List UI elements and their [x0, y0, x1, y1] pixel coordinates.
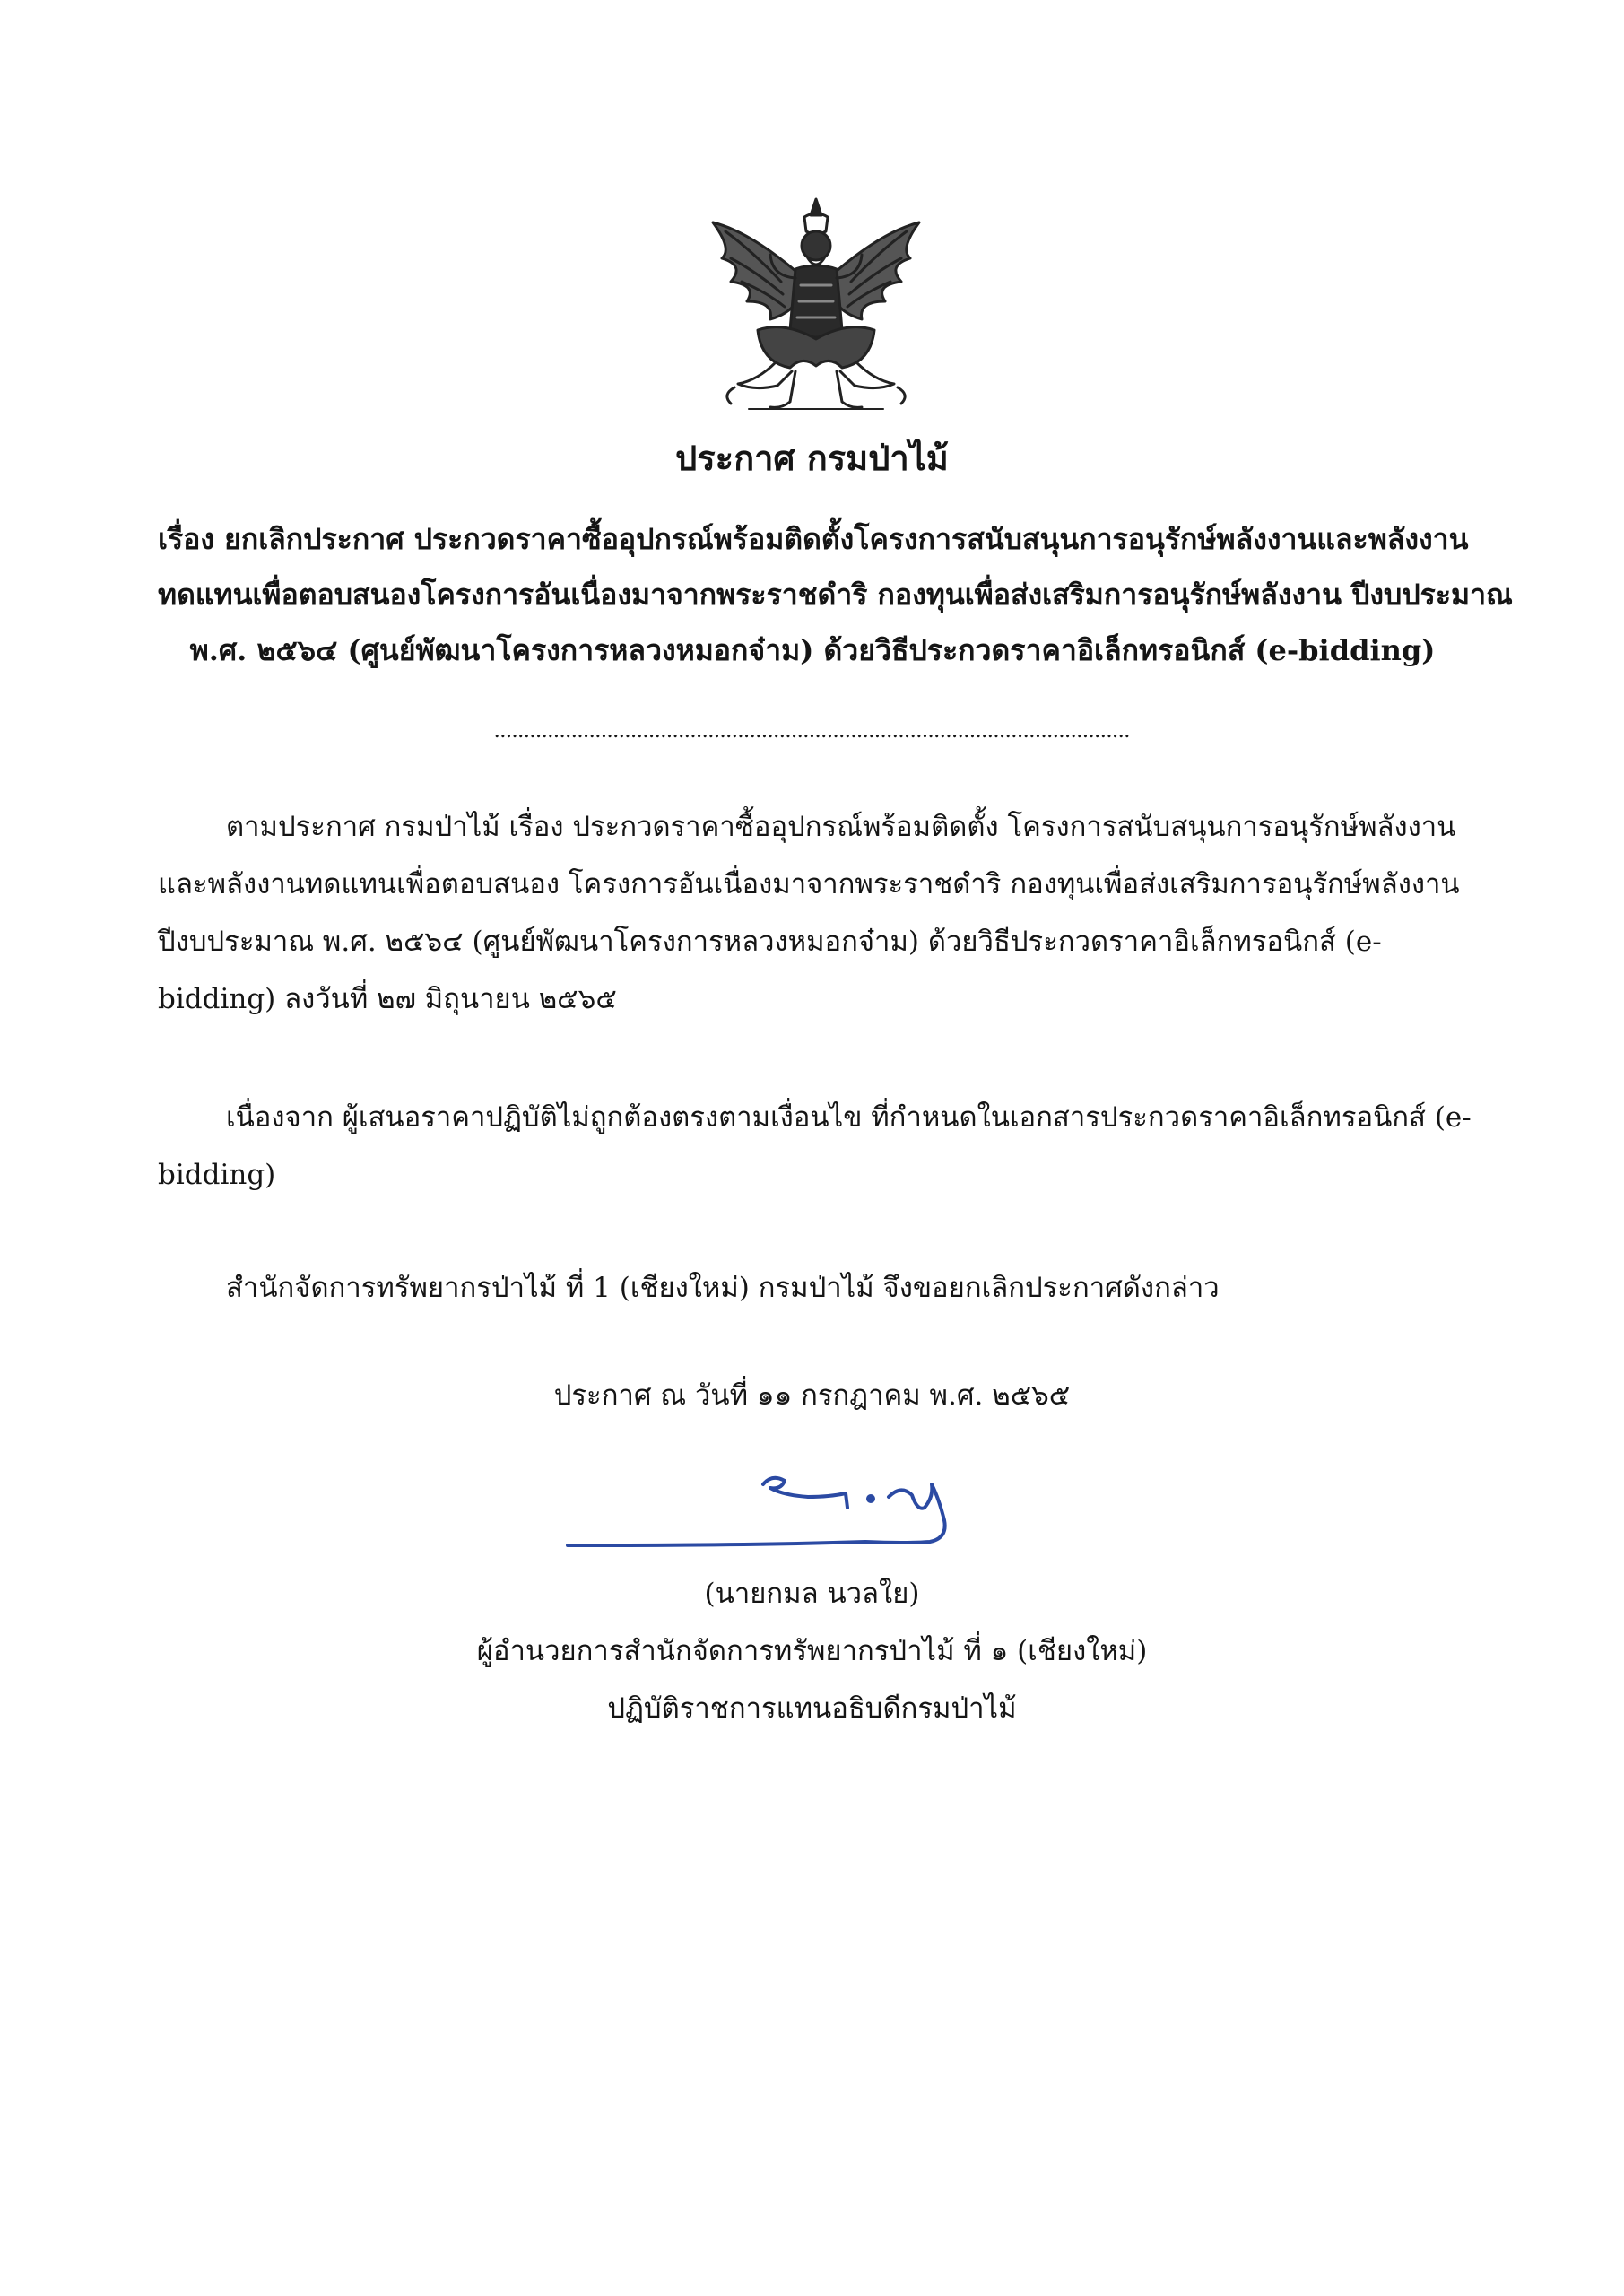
signature-block [0, 1565, 1624, 1737]
dotted-separator: ........................................................................................................... [493, 718, 1130, 743]
subject-line: พ.ศ. ๒๕๖๔ (ศูนย์พัฒนาโครงการหลวงหมอกจ๋าม) ด้วยวิธีประกวดราคาอิเล็กทรอนิกส์ (e-bidding) [189, 633, 1436, 667]
paragraph-line: สำนักจัดการทรัพยากรป่าไม้ ที่ 1 (เชียงใหม่) กรมป่าไม้ จึงขอยกเลิกประกาศดังกล่าว [226, 1272, 1220, 1304]
handwritten-signature [560, 1457, 982, 1556]
paragraph-line: ตามประกาศ กรมป่าไม้ เรื่อง ประกวดราคาซื้ออุปกรณ์พร้อมติดตั้ง โครงการสนับสนุนการอนุรักษ์พลังงาน [226, 811, 1456, 843]
signer-position: ผู้อำนวยการสำนักจัดการทรัพยากรป่าไม้ ที่ ๑ (เชียงใหม่) [476, 1635, 1148, 1667]
document-title: ประกาศ กรมป่าไม้ [675, 438, 949, 478]
subject-line: เรื่อง ยกเลิกประกาศ ประกวดราคาซื้ออุปกรณ์พร้อมติดตั้งโครงการสนับสนุนการอนุรักษ์พลังงานและพลังงาน [158, 522, 1469, 556]
signer-name: (นายกมล นวลใย) [704, 1578, 920, 1610]
paragraph-cancellation [158, 1259, 1454, 1317]
subject-line: ทดแทนเพื่อตอบสนองโครงการอันเนื่องมาจากพระราชดำริ กองทุนเพื่อส่งเสริมการอนุรักษ์พลังงาน ปีงบประมาณ [158, 578, 1513, 612]
announcement-date: ประกาศ ณ วันที่ ๑๑ กรกฎาคม พ.ศ. ๒๕๖๕ [553, 1379, 1071, 1412]
paragraph-line: ปีงบประมาณ พ.ศ. ๒๕๖๔ (ศูนย์พัฒนาโครงการหลวงหมอกจ๋าม) ด้วยวิธีประกวดราคาอิเล็กทรอนิกส์ (e- [158, 926, 1382, 958]
paragraph-line: bidding) ลงวันที่ ๒๗ มิถุนายน ๒๕๖๕ [158, 983, 617, 1015]
paragraph-reason [158, 1089, 1472, 1204]
signer-acting-role: ปฏิบัติราชการแทนอธิบดีกรมป่าไม้ [607, 1692, 1017, 1725]
paragraph-line: เนื่องจาก ผู้เสนอราคาปฏิบัติไม่ถูกต้องตรงตามเงื่อนไข ที่กำหนดในเอกสารประกวดราคาอิเล็กทรอนิกส์ (e- [226, 1101, 1472, 1134]
paragraph-line: และพลังงานทดแทนเพื่อตอบสนอง โครงการอันเนื่องมาจากพระราชดำริ กองทุนเพื่อส่งเสริมการอนุรักษ์พลังงาน [158, 868, 1460, 900]
document-subject [158, 511, 1513, 678]
paragraph-line: bidding) [158, 1159, 276, 1191]
garuda-emblem-icon [695, 196, 937, 418]
paragraph-announcement-reference [158, 798, 1460, 1028]
